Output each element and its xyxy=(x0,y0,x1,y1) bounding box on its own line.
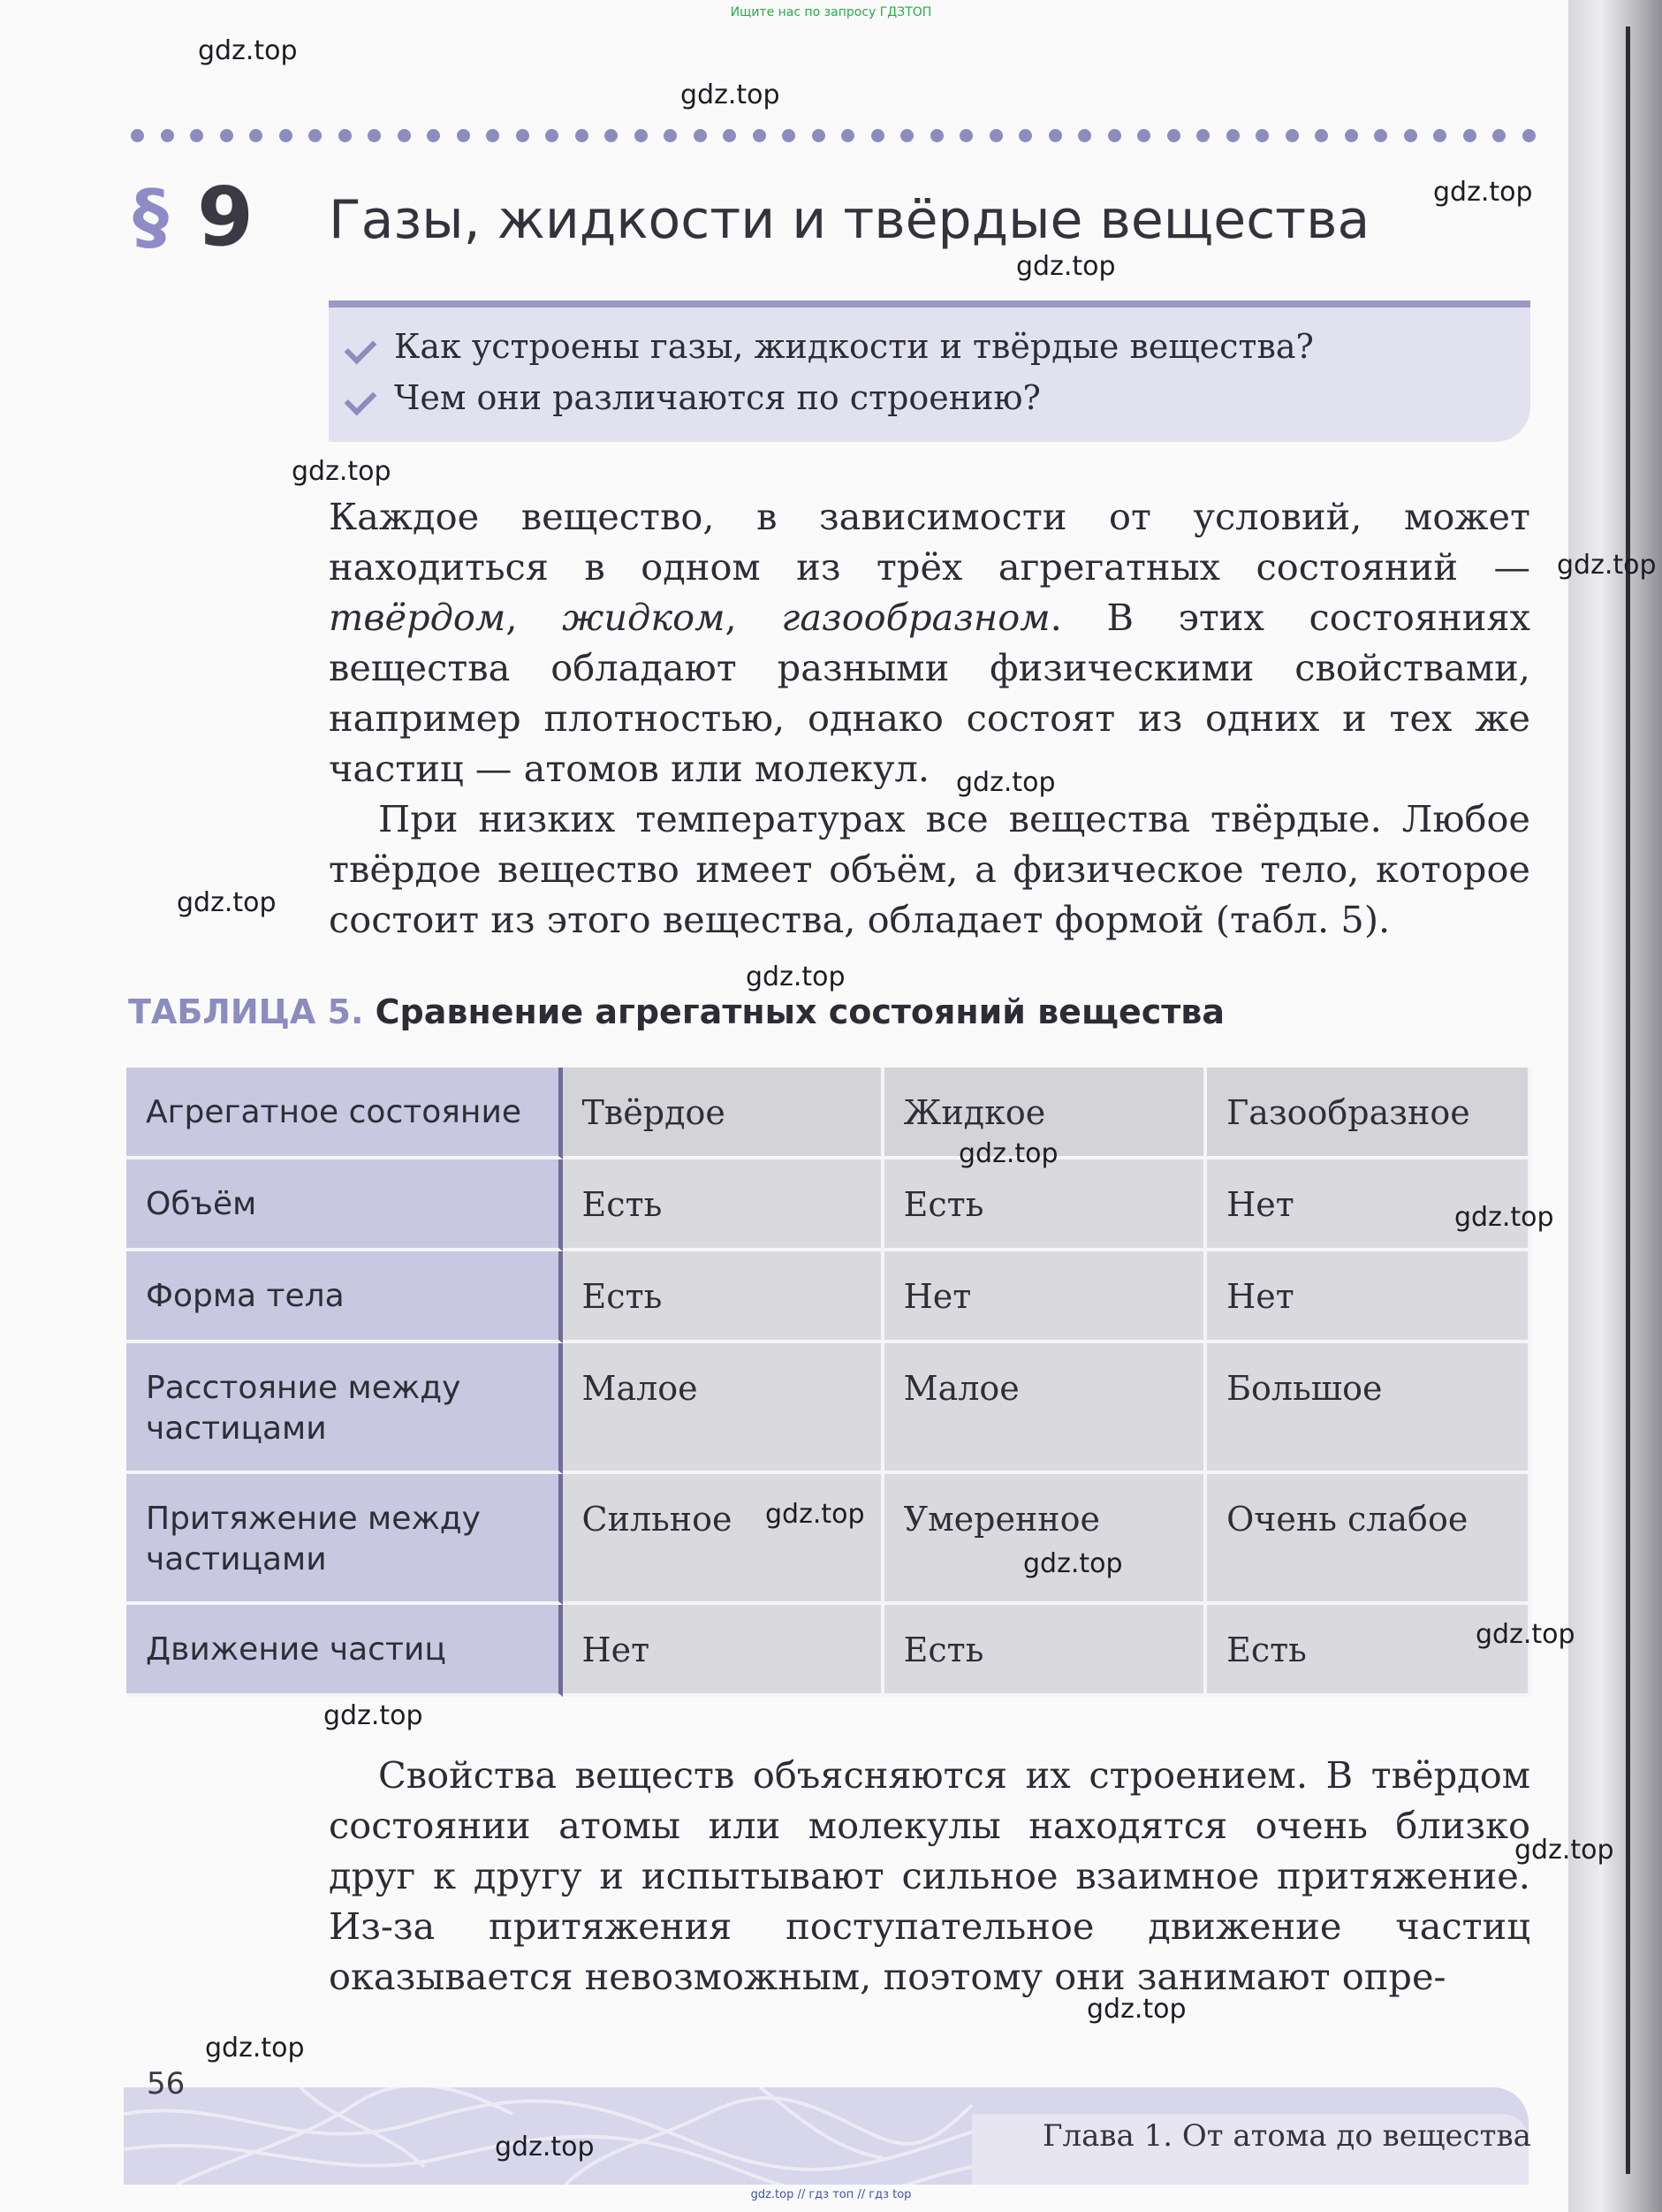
divider-dot xyxy=(841,129,854,142)
table-cell: Нет xyxy=(1207,1251,1531,1343)
table-cell: Есть xyxy=(563,1159,884,1251)
table-row xyxy=(126,1159,1531,1251)
divider-dot xyxy=(1433,129,1446,142)
watermark: gdz.top xyxy=(765,1499,865,1530)
divider-dot xyxy=(1196,129,1210,142)
table-row xyxy=(126,1605,1531,1697)
table-cell: Очень слабое xyxy=(1207,1474,1531,1605)
binding-line xyxy=(1626,27,1630,2174)
table-header-cell: Агрегатное состояние xyxy=(126,1068,563,1159)
divider-dot xyxy=(427,129,440,142)
table-header-cell: Твёрдое xyxy=(563,1068,884,1159)
paragraph-3: Свойства веществ объясняются их строением. В твёрдом состоянии атомы или молекулы находятся очень близко друг к другу и испытывают сильное взаимное притяжение. Из-за притяжения поступательное движение частиц оказывается невозможным, поэтому они занимают опре- xyxy=(329,1753,1530,1998)
table-cell: Нет xyxy=(884,1251,1207,1343)
divider-dot xyxy=(249,129,262,142)
divider-dot xyxy=(308,129,322,142)
chapter-title: Глава 1. От атома до вещества xyxy=(1043,2118,1531,2154)
text-span: . В этих состояниях вещества обладают разными физическими свойствами, например плотностью, однако состоят из одних и тех же частиц — атомов или молекул. xyxy=(329,596,1530,790)
divider-dot xyxy=(812,129,825,142)
table-header-row xyxy=(126,1068,1531,1159)
divider-dot xyxy=(1374,129,1387,142)
term-gas: газообразном xyxy=(781,596,1051,639)
page-title: Газы, жидкости и твёрдые вещества xyxy=(329,189,1370,251)
divider-dot xyxy=(604,129,618,142)
body-text-2 xyxy=(329,1750,1530,2002)
table-cell: Большое xyxy=(1207,1343,1531,1474)
watermark: gdz.top xyxy=(1557,550,1657,581)
watermark: gdz.top xyxy=(198,35,298,66)
divider-dot xyxy=(486,129,499,142)
divider-dot xyxy=(1522,129,1536,142)
divider-dot xyxy=(1137,129,1150,142)
divider-dot xyxy=(930,129,944,142)
divider-dot xyxy=(1049,129,1062,142)
divider-dot xyxy=(900,129,914,142)
table-title: Сравнение агрегатных состояний вещества xyxy=(375,992,1225,1031)
table-cell: Малое xyxy=(884,1343,1207,1474)
table-cell: Есть xyxy=(884,1605,1207,1697)
paragraph-1 xyxy=(329,491,1530,794)
divider-dot xyxy=(1108,129,1121,142)
table-cell: Умеренное xyxy=(884,1474,1207,1605)
table-label: ТАБЛИЦА 5. xyxy=(128,992,364,1031)
body-text-1 xyxy=(329,491,1530,945)
divider-dot xyxy=(1345,129,1358,142)
table-row-header: Объём xyxy=(126,1159,563,1251)
dotted-divider xyxy=(131,129,1536,147)
table-cell: Есть xyxy=(884,1159,1207,1251)
table-cell: Малое xyxy=(563,1343,884,1474)
watermark: gdz.top xyxy=(1433,177,1533,208)
watermark: gdz.top xyxy=(1087,1994,1187,2025)
divider-dot xyxy=(960,129,973,142)
watermark: gdz.top xyxy=(959,1138,1059,1169)
text-span: Каждое вещество, в зависимости от условий, может находиться в одном из трёх агрегатных состояний — xyxy=(329,495,1530,589)
divider-dot xyxy=(1019,129,1032,142)
table-row-header: Форма тела xyxy=(126,1251,563,1343)
table-cell: Есть xyxy=(1207,1605,1531,1697)
watermark: gdz.top xyxy=(323,1700,423,1731)
table-caption xyxy=(128,992,1225,1031)
divider-dot xyxy=(1463,129,1476,142)
divider-dot xyxy=(753,129,766,142)
bottom-banner[interactable]: gdz.top // гдз топ // гдз top xyxy=(750,2188,912,2201)
table-row xyxy=(126,1343,1531,1474)
divider-dot xyxy=(220,129,233,142)
divider-dot xyxy=(1492,129,1506,142)
divider-dot xyxy=(1286,129,1299,142)
term-liquid: жидком xyxy=(562,596,725,639)
comparison-table xyxy=(126,1068,1531,1697)
watermark: gdz.top xyxy=(205,2033,305,2064)
table-row-header: Расстояние между частицами xyxy=(126,1343,563,1474)
watermark: gdz.top xyxy=(177,887,277,918)
divider-dot xyxy=(1167,129,1180,142)
divider-dot xyxy=(368,129,381,142)
section-mark: § xyxy=(133,175,169,259)
watermark: gdz.top xyxy=(746,962,846,992)
table-row xyxy=(126,1474,1531,1605)
divider-dot xyxy=(131,129,144,142)
watermark: gdz.top xyxy=(1023,1548,1123,1579)
divider-dot xyxy=(338,129,352,142)
watermark: gdz.top xyxy=(1016,251,1116,282)
divider-dot xyxy=(1078,129,1091,142)
watermark: gdz.top xyxy=(292,456,391,487)
table-cell: Нет xyxy=(1207,1159,1531,1251)
table-cell: Есть xyxy=(563,1251,884,1343)
divider-dot xyxy=(1256,129,1269,142)
divider-dot xyxy=(694,129,707,142)
watermark: gdz.top xyxy=(1454,1202,1554,1233)
divider-dot xyxy=(1226,129,1240,142)
table-row-header: Притяжение между частицами xyxy=(126,1474,563,1605)
top-banner[interactable]: Ищите нас по запросу ГДЗТОП xyxy=(730,5,932,19)
watermark: gdz.top xyxy=(1476,1619,1575,1650)
divider-dot xyxy=(1315,129,1328,142)
question-2: Чем они различаются по строению? xyxy=(394,378,1041,417)
table-cell: Нет xyxy=(563,1605,884,1697)
divider-dot xyxy=(161,129,174,142)
divider-dot xyxy=(634,129,648,142)
table-row-header: Движение частиц xyxy=(126,1605,563,1697)
page-gutter xyxy=(1568,0,1662,2212)
watermark: gdz.top xyxy=(956,767,1056,798)
divider-dot xyxy=(871,129,884,142)
table-header-cell: Газообразное xyxy=(1207,1068,1531,1159)
table-header-cell: Жидкое xyxy=(884,1068,1207,1159)
question-1: Как устроены газы, жидкости и твёрдые вещества? xyxy=(394,327,1314,366)
divider-dot xyxy=(279,129,292,142)
divider-dot xyxy=(398,129,411,142)
term-solid: твёрдом xyxy=(329,596,506,639)
divider-dot xyxy=(723,129,736,142)
section-number: 9 xyxy=(197,170,254,264)
divider-dot xyxy=(782,129,795,142)
table-cell: Сильное xyxy=(563,1474,884,1605)
watermark: gdz.top xyxy=(495,2132,595,2163)
watermark: gdz.top xyxy=(680,80,780,110)
paragraph-2: При низких температурах все вещества твёрдые. Любое твёрдое вещество имеет объём, а физическое тело, которое состоит из этого вещества, обладает формой (табл. 5). xyxy=(329,797,1530,941)
divider-dot xyxy=(1404,129,1417,142)
watermark: gdz.top xyxy=(1514,1835,1614,1866)
divider-dot xyxy=(457,129,470,142)
divider-dot xyxy=(516,129,529,142)
divider-dot xyxy=(575,129,588,142)
page-number: 56 xyxy=(147,2066,186,2102)
divider-dot xyxy=(664,129,677,142)
text-span: , xyxy=(505,596,563,639)
check-icon xyxy=(345,332,377,365)
table-row xyxy=(126,1251,1531,1343)
questions-box xyxy=(329,300,1530,442)
check-icon xyxy=(345,384,377,416)
divider-dot xyxy=(990,129,1003,142)
divider-dot xyxy=(190,129,203,142)
divider-dot xyxy=(545,129,558,142)
text-span: , xyxy=(725,596,782,639)
